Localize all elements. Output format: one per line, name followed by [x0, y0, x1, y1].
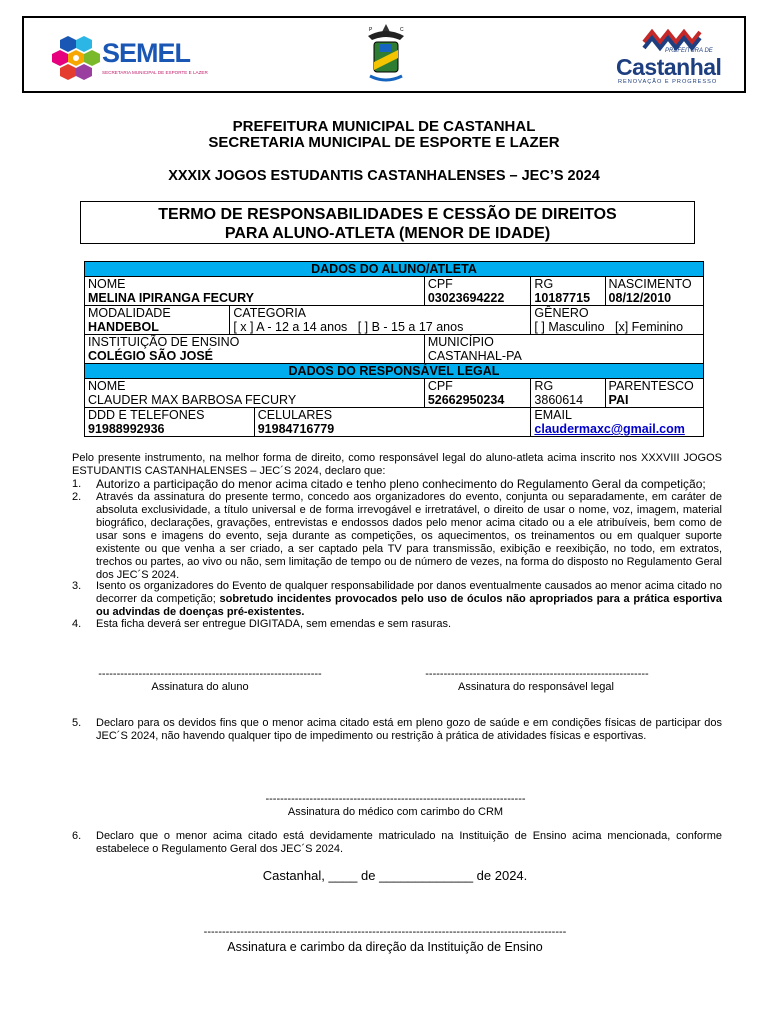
student-rg-value: 10187715 — [534, 291, 591, 305]
school-cell — [85, 335, 425, 364]
clause-4-text: Esta ficha deverá ser entregue DIGITADA, sem emendas e sem rasuras. — [96, 618, 452, 630]
category-label: CATEGORIA — [233, 306, 307, 320]
doctor-signature-label: Assinatura do médico com carimbo do CRM — [287, 806, 504, 818]
clause-1-number: 1. — [72, 478, 82, 490]
castanhal-slogan: RENOVAÇÃO E PROGRESSO — [618, 79, 718, 85]
doctor-signature-line: ----------------------------------------------------------------------- — [265, 793, 526, 805]
clause-6-text: Declaro que o menor acima citado está devidamente matriculado na Instituição de Ensino acima mencionada, conforme estabelece o Regulamento Geral dos JEC´S 2024. — [96, 830, 722, 855]
school-signature-line: --------------------------------------------------------------------------------------------------- — [203, 926, 567, 938]
guardian-rg-value: RG 3860614 — [534, 379, 584, 407]
clause-6-number: 6. — [72, 830, 82, 842]
clause-3-number: 3. — [72, 580, 82, 592]
guardian-signature-label: Assinatura do responsável legal — [458, 681, 614, 693]
svg-text:C: C — [400, 27, 404, 33]
clause-5 — [72, 717, 722, 743]
clause-3-text — [96, 580, 722, 619]
clause-5-text: Declaro para os devidos fins que o menor acima citado está em pleno gozo de saúde e em condições físicas de participar dos JEC´S 2024, não havendo qualquer tipo de impedimento ou restrição à prática de atividades físicas e esportivas. — [96, 717, 722, 742]
municipal-crest-icon — [364, 22, 408, 86]
intro-paragraph: Pelo presente instrumento, na melhor forma de direito, como responsável legal do aluno-atleta acima inscrito nos XXXVIII JOGOS ESTUDANTIS CASTANHALENSES – JEC´S 2024, declaro que: — [72, 452, 722, 477]
clause-6 — [72, 830, 722, 856]
student-signature-label: Assinatura do aluno — [151, 681, 249, 693]
modality-label: MODALIDADE — [88, 306, 171, 320]
semel-logo-text: SEMEL — [102, 38, 191, 68]
header-logos — [22, 16, 746, 93]
cell-phone-value: 91984716779 — [257, 422, 335, 436]
gender-label: GÊNERO — [534, 306, 589, 320]
guardian-cpf-label: CPF — [427, 379, 453, 393]
student-rg-label: RG — [534, 277, 554, 291]
clause-1 — [72, 478, 722, 491]
semel-hex-icon — [52, 34, 100, 82]
clause-3 — [72, 580, 722, 619]
title-event: XXXIX JOGOS ESTUDANTIS CASTANHALENSES – JEC’S 2024 — [168, 168, 600, 184]
category-options: [ x ] A - 12 a 14 anos [ ] B - 15 a 17 anos — [233, 320, 464, 334]
student-rg-cell — [531, 277, 605, 306]
clause-1-text: Autorizo a participação do menor acima citado e tenho pleno conhecimento do Regulamento Geral da competição; — [96, 477, 706, 491]
student-name-value: MELINA IPIRANGA FECURY — [88, 291, 254, 305]
city-cell — [424, 335, 703, 364]
guardian-relation-label: PARENTESCO — [608, 379, 694, 393]
phone-label: DDD E TELEFONES — [88, 408, 205, 422]
semel-logo — [52, 32, 208, 84]
title-prefeitura: PREFEITURA MUNICIPAL DE CASTANHAL — [232, 118, 536, 135]
city-value: CASTANHAL-PA — [427, 349, 522, 363]
guardian-section-header: DADOS DO RESPONSÁVEL LEGAL — [85, 364, 704, 379]
semel-logo-subtitle: SECRETARIA MUNICIPAL DE ESPORTE E LAZER — [102, 70, 208, 75]
student-cpf-value: 03023694222 — [427, 291, 505, 305]
term-title-line2: PARA ALUNO-ATLETA (MENOR DE IDADE) — [224, 225, 551, 242]
clause-2-text: Através da assinatura do presente termo, concedo aos organizadores do evento, conjunta ou separadamente, em caráter de absoluta exclusividade, a título universal e de forma irrevogável e irretratável, o direito de usar o nome, voz, imagem, material biográfico, declarações, gravações, entrevistas e endossos dados pelo menor acima citado ou a ele atribuíveis, bem como de usar sons e imagens do evento, seja durante as competições, os aquecimentos, os treinamentos ou em qualquer suporte existente ou que venha a ser criado, a ser captado pela TV para transmissão, exibição e reexibição, no todo, em extratos, trechos ou partes, ao vivo ou não, sem limitação de tempo ou de número de vezes, na forma do disposto no Regulamento Geral dos JEC´S 2024. — [96, 491, 722, 581]
email-cell — [531, 408, 704, 437]
clause-4-number: 4. — [72, 618, 82, 630]
school-label: INSTITUIÇÃO DE ENSINO — [88, 335, 240, 349]
student-signature-line: ------------------------------------------------------------- — [98, 668, 322, 680]
gender-options: [ ] Masculino [x] Feminino — [534, 320, 684, 334]
castanhal-logo — [608, 26, 738, 88]
title-secretaria: SECRETARIA MUNICIPAL DE ESPORTE E LAZER — [208, 134, 560, 151]
clause-4 — [72, 618, 722, 631]
school-signature-label: Assinatura e carimbo da direção da Instituição de Ensino — [227, 940, 543, 954]
student-cpf-cell — [424, 277, 531, 306]
term-title-box — [80, 201, 695, 244]
guardian-cpf-cell — [424, 379, 531, 408]
guardian-signature-line: ------------------------------------------------------------- — [425, 668, 649, 680]
guardian-relation-cell — [605, 379, 703, 408]
registration-table — [84, 261, 704, 437]
clause-2-number: 2. — [72, 491, 82, 503]
student-name-label: NOME — [88, 277, 126, 291]
guardian-cpf-value: 52662950234 — [427, 393, 505, 407]
clause-3-bold: sobretudo incidentes provocados pelo uso de óculos não apropriados para a prática esportiva ou advindas de doenças pré-existentes. — [96, 593, 722, 618]
castanhal-name: Castanhal — [616, 54, 722, 80]
date-line: Castanhal, ____ de _____________ de 2024. — [262, 868, 528, 883]
phone-cell — [85, 408, 255, 437]
guardian-name-cell — [85, 379, 425, 408]
clause-3-normal: Isento os organizadores do Evento de qualquer responsabilidade por danos eventualmente causados ao menor acima citado no decorrer da competição; — [96, 580, 722, 605]
guardian-rg-cell — [531, 379, 605, 408]
modality-value: HANDEBOL — [88, 320, 159, 334]
guardian-name-value: CLAUDER MAX BARBOSA FECURY — [88, 393, 297, 407]
school-value: COLÉGIO SÃO JOSÉ — [88, 349, 214, 363]
phone-value: 91988992936 — [88, 422, 165, 436]
guardian-relation-value: PAI — [608, 393, 629, 407]
modality-cell — [85, 306, 230, 335]
student-birth-label: NASCIMENTO — [608, 277, 692, 291]
student-birth-value: 08/12/2010 — [608, 291, 672, 305]
guardian-name-label: NOME — [88, 379, 126, 393]
student-cpf-label: CPF — [427, 277, 453, 291]
category-cell — [230, 306, 531, 335]
term-title-line1: TERMO DE RESPONSABILIDADES E CESSÃO DE DIREITOS — [158, 206, 617, 223]
gender-cell — [531, 306, 704, 335]
clause-2 — [72, 491, 722, 582]
clause-5-number: 5. — [72, 717, 82, 729]
city-label: MUNICÍPIO — [427, 335, 494, 349]
student-name-cell — [85, 277, 425, 306]
cell-phone-cell — [254, 408, 531, 437]
student-birth-cell — [605, 277, 703, 306]
email-link[interactable]: claudermaxc@gmail.com — [534, 422, 685, 436]
svg-text:P: P — [369, 27, 373, 33]
email-label: EMAIL — [534, 408, 572, 422]
student-section-header: DADOS DO ALUNO/ATLETA — [85, 262, 704, 277]
castanhal-prefix: PREFEITURA DE — [665, 48, 713, 54]
cell-phone-label: CELULARES — [257, 408, 333, 422]
